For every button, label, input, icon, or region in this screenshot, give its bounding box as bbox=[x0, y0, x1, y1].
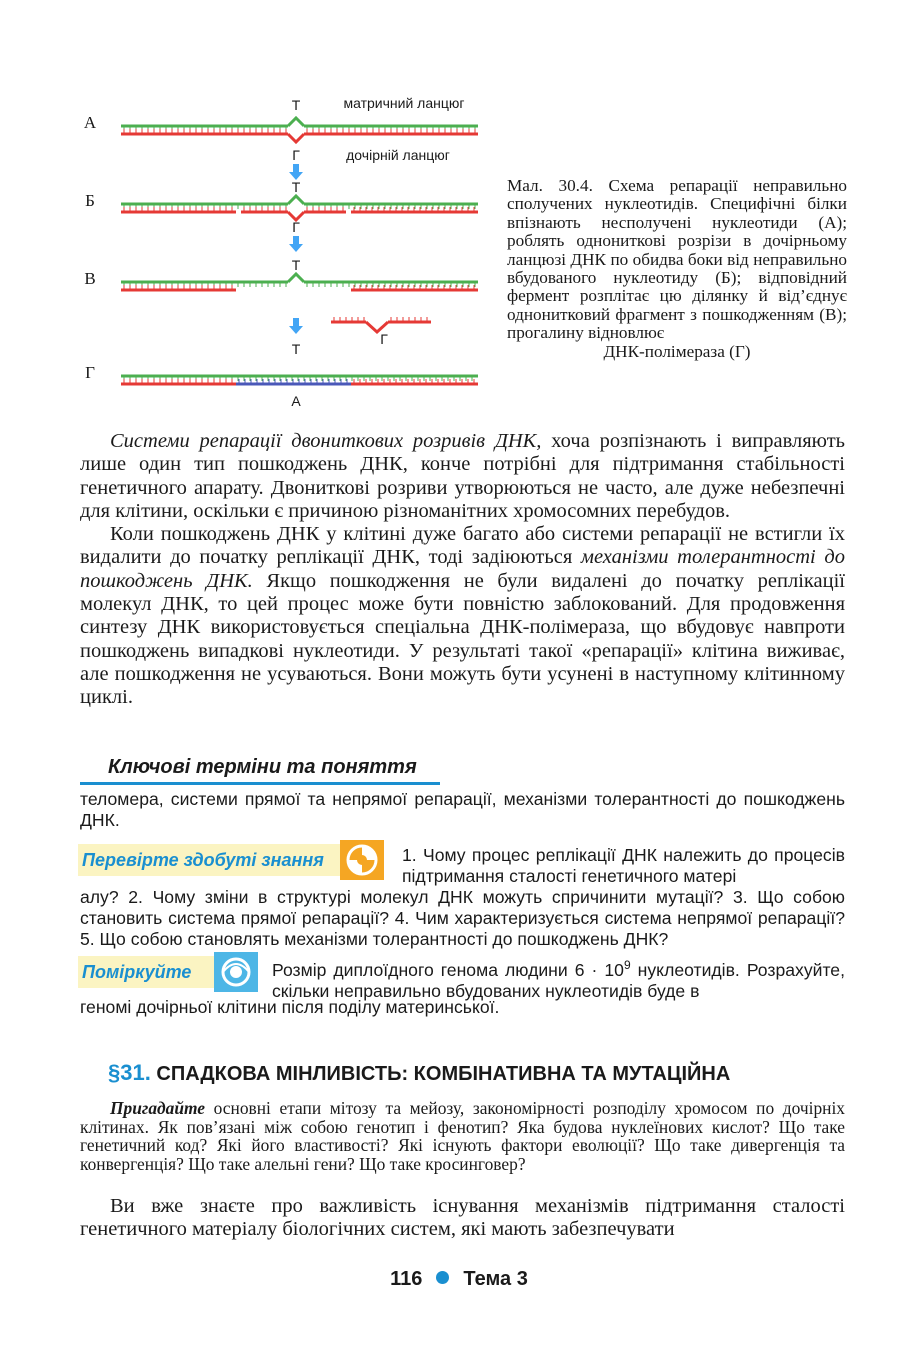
nucleotide-g-label: Г bbox=[292, 219, 300, 235]
key-terms-text: теломера, системи прямої та непрямої репарації, механізми толерантності до пошкоджень ДНК. bbox=[80, 789, 845, 830]
paragraph-tolerance bbox=[80, 523, 845, 709]
nucleotide-t-label: Т bbox=[291, 179, 301, 195]
section-heading bbox=[108, 1060, 730, 1086]
section-title-text: СПАДКОВА МІНЛИВІСТЬ: КОМБІНАТИВНА ТА МУТАЦІЙНА bbox=[156, 1063, 731, 1085]
nucleotide-g-label: Г bbox=[292, 147, 300, 163]
paragraph-double-strand bbox=[80, 430, 845, 523]
arrow-shaft bbox=[293, 236, 299, 244]
nucleotide-t-label: Т bbox=[291, 97, 301, 113]
row-label: Б bbox=[85, 191, 95, 210]
term-tolerance-mechanisms: механізми толерантності до пошкоджень ДНК. bbox=[80, 546, 845, 592]
nucleotide-g-label: Г bbox=[380, 331, 388, 347]
page-footer bbox=[0, 1268, 918, 1291]
recall-paragraph bbox=[80, 1099, 845, 1173]
check-question-1: 1. Чому процес реплікації ДНК належить до процесів підтримання сталості генетичного матері bbox=[402, 845, 845, 886]
down-arrow-icon bbox=[289, 244, 303, 252]
mismatch-bulge bbox=[288, 196, 304, 204]
body-paragraphs bbox=[80, 430, 845, 710]
arrow-shaft bbox=[293, 318, 299, 326]
nucleotide-a-label: А bbox=[291, 393, 301, 409]
figure-caption bbox=[507, 177, 847, 361]
daughter-strand-label: дочірній ланцюг bbox=[346, 147, 450, 163]
intro-paragraph: Ви вже знаєте про важливість існування механізмів підтримання сталості генетичного матеріалу біологічних систем, які мають забезпечувати bbox=[80, 1195, 845, 1241]
think-question-rest: геномі дочірньої клітини після поділу материнської. bbox=[80, 997, 500, 1017]
check-knowledge-label: Перевірте здобуті знання bbox=[78, 844, 340, 876]
nucleotide-t-label: Т bbox=[291, 341, 301, 357]
matrix-strand-label: матричний ланцюг bbox=[343, 95, 465, 111]
check-questions-rest: алу? 2. Чому зміни в структурі молекул ДНК можуть спричинити мутації? 3. Що собою становить система прямої репарації? 4. Чим характеризується система непрямої репарації? 5. Що собою становлять механізми толерантності до пошкоджень ДНК? bbox=[80, 887, 845, 949]
paragraph-text: Якщо пошкодження не були видалені до початку реплікації молекул ДНК, то цей процес може бути повністю заблокований. Для продовження синтезу ДНК використовується спеціальна ДНК-полімераза, що вбудовує навпроти пошкоджень випадкові нуклеотиди. У результаті такої «репарації» клітина виживає, але пошкодження не усуваються. Вони можуть бути усунені в наступному клітинному циклі. bbox=[80, 569, 846, 709]
down-arrow-icon bbox=[289, 326, 303, 334]
mismatch-bulge bbox=[288, 118, 304, 126]
key-terms-underline bbox=[80, 782, 440, 785]
think-text-a: Розмір диплоїдного генома людини 6 · 10 bbox=[272, 959, 624, 980]
paragraph-text: Коли пошкоджень ДНК у клітині дуже багато або системи репарації не встигли їх видалити до початку реплікації ДНК, тоді задіюються bbox=[80, 523, 845, 569]
dna-repair-figure bbox=[76, 88, 496, 418]
row-label: А bbox=[83, 113, 97, 132]
recall-label: Пригадайте bbox=[110, 1098, 206, 1118]
row-label: В bbox=[84, 269, 96, 288]
topic-label: Тема 3 bbox=[463, 1268, 528, 1290]
think-text-b: нуклеотидів. Розрахуйте, скільки неправильно вбудованих нуклеотидів буде в bbox=[272, 959, 845, 1001]
arrow-shaft bbox=[293, 164, 299, 172]
section-number: §31. bbox=[108, 1060, 151, 1085]
caption-last-line: ДНК-полімераза (Г) bbox=[603, 341, 751, 361]
exponent: 9 bbox=[623, 958, 631, 972]
nucleotide-t-label: Т bbox=[291, 257, 301, 273]
caption-text: Схема репарації неправильно сполучених нуклеотидів. Специфічні білки впізнають несполучені нуклеотиди (А); роблять однониткові розрізи в дочірньому ланцюзі ДНК по обидва боки від неправильно вбудованого нуклеотиду (Б); відповідний фермент розплітає цю ділянку й від’єднує однонитковий фрагмент з пошкодженням (В); прогалину відновлює bbox=[507, 176, 847, 343]
footer-dot-icon bbox=[436, 1271, 449, 1284]
mismatch-bulge bbox=[288, 274, 304, 282]
page-number: 116 bbox=[390, 1268, 423, 1290]
recall-text: основні етапи мітозу та мейозу, закономірності розподілу хромосом по дочірніх клітинах. Як пов’язані між собою генотип і фенотип? Яка будова нуклеїнових кислот? Що таке генетичний код? Які його властивості? Які існують фактори еволюції? Що таке дивергенція та конвергенція? Що таке алельні гени? Що таке кросинговер? bbox=[80, 1098, 845, 1174]
spiral-icon bbox=[340, 840, 384, 880]
key-terms-title: Ключові терміни та поняття bbox=[108, 756, 417, 778]
think-label: Поміркуйте bbox=[78, 956, 214, 988]
think-question-first bbox=[272, 955, 845, 1002]
term-double-strand-repair: Системи репарації двониткових розривів ДНК, bbox=[110, 430, 542, 452]
caption-label: Мал. 30.4. bbox=[507, 176, 593, 195]
eye-icon bbox=[214, 952, 258, 992]
dna-repair-diagram bbox=[76, 88, 496, 418]
mismatch-bulge bbox=[288, 134, 304, 142]
paragraph-text: хоча розпізнають і виправляють лише один тип пошкоджень ДНК, конче потрібні для підтримання стабільності генетичного апарату. Двониткові розриви утворюються не часто, але дуже небезпечні для клітини, оскільки є причиною різноманітних хромосомних перебудов. bbox=[80, 430, 846, 522]
row-label: Г bbox=[85, 363, 95, 382]
